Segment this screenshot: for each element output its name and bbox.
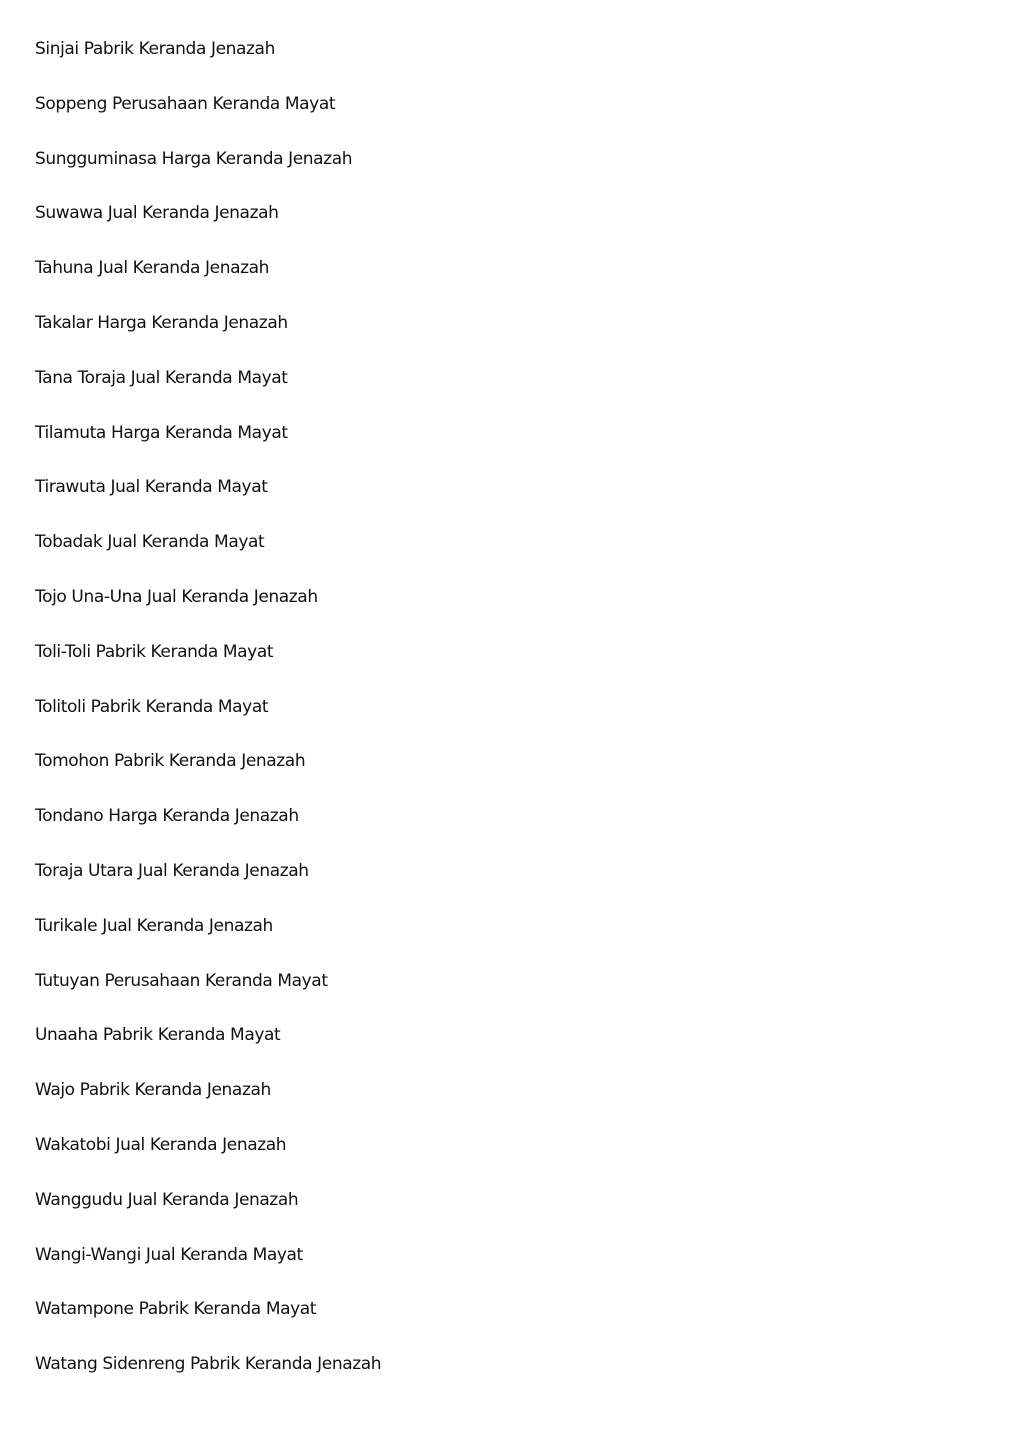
list-item: Sinjai Pabrik Keranda Jenazah (35, 39, 275, 59)
list-item: Tirawuta Jual Keranda Mayat (35, 477, 268, 498)
list-item: Wakatobi Jual Keranda Jenazah (35, 1134, 287, 1155)
list-item: Suwawa Jual Keranda Jenazah (35, 203, 279, 224)
list-item: Tahuna Jual Keranda Jenazah (35, 258, 269, 279)
list-item: Takalar Harga Keranda Jenazah (35, 312, 288, 333)
list-item: Tojo Una-Una Jual Keranda Jenazah (35, 586, 318, 607)
list-item: Wajo Pabrik Keranda Jenazah (35, 1080, 271, 1101)
list-item: Soppeng Perusahaan Keranda Mayat (35, 93, 336, 114)
list-item: Turikale Jual Keranda Jenazah (35, 915, 273, 936)
list-item: Tomohon Pabrik Keranda Jenazah (35, 751, 306, 772)
list-item: Wanggudu Jual Keranda Jenazah (35, 1189, 299, 1210)
list-item: Toraja Utara Jual Keranda Jenazah (35, 860, 309, 881)
list-item: Tolitoli Pabrik Keranda Mayat (35, 696, 269, 717)
list-item: Tana Toraja Jual Keranda Mayat (35, 367, 288, 388)
list-item: Tutuyan Perusahaan Keranda Mayat (35, 970, 328, 991)
list-item: Tondano Harga Keranda Jenazah (35, 806, 299, 827)
list-item: Wangi-Wangi Jual Keranda Mayat (35, 1244, 303, 1265)
list-item: Watampone Pabrik Keranda Mayat (35, 1299, 317, 1320)
keyword-list (35, 37, 381, 1407)
list-item: Unaaha Pabrik Keranda Mayat (35, 1025, 281, 1046)
list-item: Watang Sidenreng Pabrik Keranda Jenazah (35, 1354, 382, 1375)
list-item: Tobadak Jual Keranda Mayat (35, 532, 265, 553)
list-item: Toli-Toli Pabrik Keranda Mayat (35, 641, 274, 662)
list-item: Sungguminasa Harga Keranda Jenazah (35, 148, 353, 169)
list-item: Tilamuta Harga Keranda Mayat (35, 422, 288, 443)
